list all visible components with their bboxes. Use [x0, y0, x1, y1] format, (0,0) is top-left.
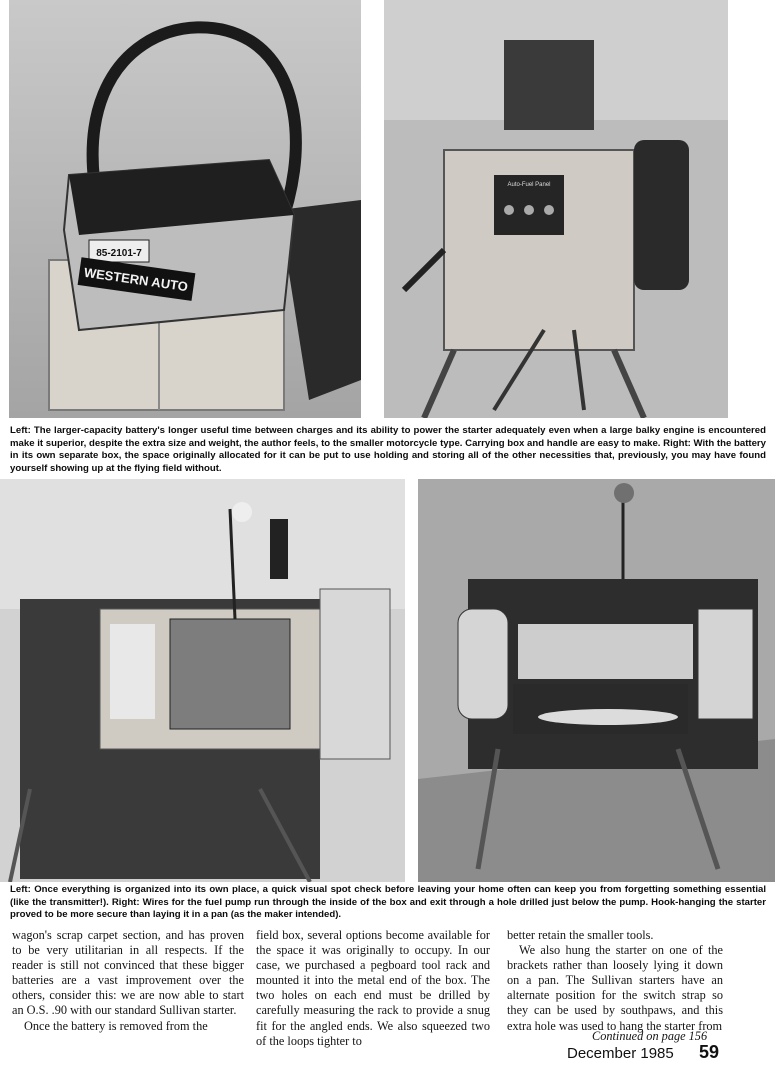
page-number: 59	[699, 1042, 720, 1062]
fuel-panel-label: Auto-Fuel Panel	[507, 182, 551, 188]
paragraph: better retain the smaller tools.	[507, 928, 654, 942]
body-column-2	[256, 928, 490, 1049]
caption-bottom: Left: Once everything is organized into its own place, a quick visual spot check before leaving your home often can keep you from forgetting something essential (like the transmitter!). Right: Wires for the fuel pump run through the inside of the box and exit through a hole drilled just below the pump. Hook-hanging the starter proved to be more secure than laying it in a pan (as the maker intended).	[10, 884, 766, 921]
battery-box-photo	[9, 0, 361, 418]
battery-model-label: 85-2101-7	[96, 248, 142, 259]
caption-top: Left: The larger-capacity battery's longer useful time between charges and its ability to power the starter adequately even when a large balky engine is encountered make it superior, despite the extra size and weight, the author feels, to the smaller motorcycle type. Carrying box and handle are easy to make. Right: With the battery in its own separate box, the space originally allocated for it can be put to use holding and storing all of the other necessities that, previously, you may have found yourself showing up at the flying field without.	[10, 425, 766, 474]
body-column-3	[507, 928, 723, 1034]
paragraph: Once the battery is removed from the	[24, 1018, 208, 1033]
organized-box-photo	[0, 479, 405, 882]
battery-brand-label: WESTERN AUTO	[83, 264, 189, 295]
starter-hanging-photo	[418, 479, 775, 882]
field-box-panel-photo	[384, 0, 728, 418]
issue-date: December 1985	[567, 1045, 674, 1062]
paragraph: wagon's scrap carpet section, and has proven to be very utilitarian in all respects. If the reader is still not convinced that these bigger batteries are a vast improvement over the others, consider this: we are now able to start an O.S. .90 with our standard Sullivan starter.	[12, 928, 244, 1018]
body-column-1	[12, 928, 244, 1034]
paragraph: We also hung the starter on one of the brackets rather than loosely lying it down on a pan. The Sullivan starters have an alternate position for the switch strap so they can be used by southpaws, and this extra hole was used to hang the starter from	[507, 943, 723, 1033]
continued-note: Continued on page 156	[592, 1029, 708, 1043]
paragraph: field box, several options become available for the space it was originally to occupy. In our case, we purchased a pegboard tool rack and mounted it into the metal end of the box. The two holes on each end must be drilled by carefully measuring the rack to provide a snug fit for the angled ends. We also squeezed two of the loops tighter to	[256, 928, 490, 1048]
